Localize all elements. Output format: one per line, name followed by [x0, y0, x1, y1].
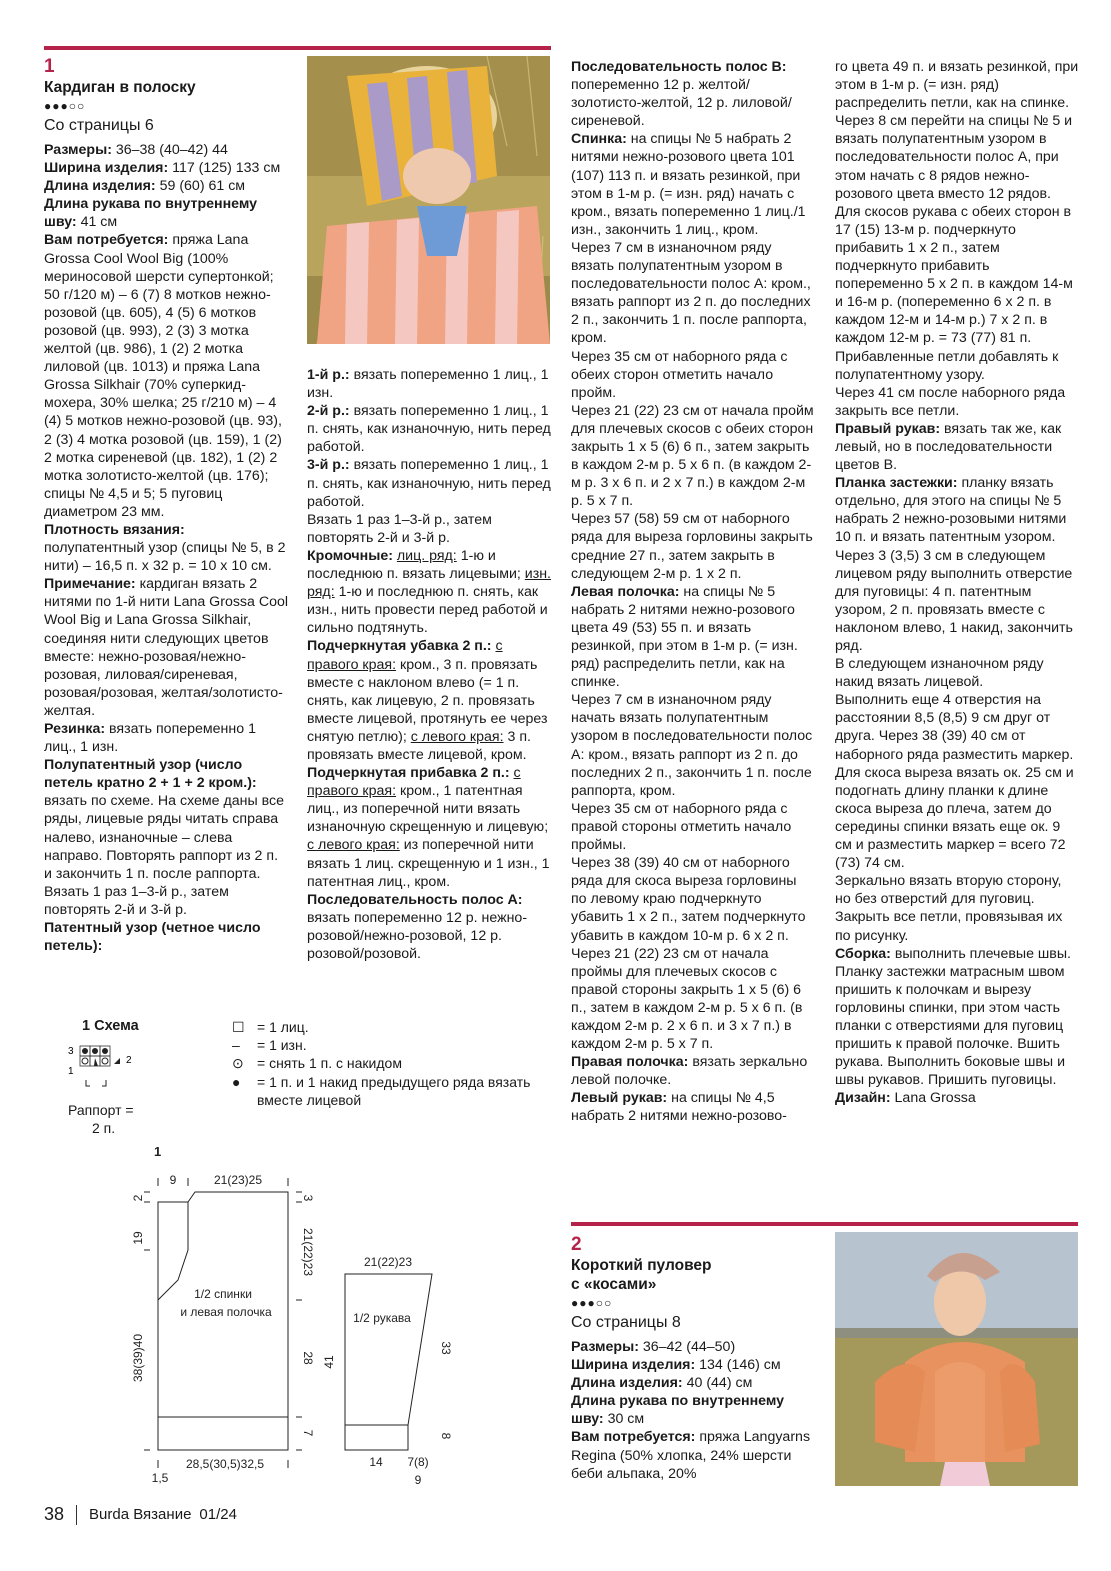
- text-run: на спицы № 5 набрать 2 нитями нежно-розового цвета 49 (53) 55 п. и вязать резинкой, при этом в 1-м р. (= изн. ряд) распределить петли, как на спинке.: [571, 583, 798, 691]
- paragraph: [571, 1089, 816, 1125]
- text-run: Через 21 (22) 23 см от начала проймы для плечевых скосов с правой стороны закрыть 1 х 5 (6) 6 п., затем в каждом 2-м р. 5 х 6 п. (в каждом 2-м р. 2 х 6 п. и 3 х 7 п.) в каждом 2-м р. 5 х 7 п.: [571, 945, 803, 1053]
- term-label: Последовательность полос В:: [571, 59, 787, 75]
- text-run: Вязать 1 раз 1–3-й р., затем повторять 2-й и 3-й р.: [307, 511, 492, 546]
- paragraph: [571, 945, 816, 1054]
- text-run: из поперечной нити вязать 1 лиц. скрещенную и 1 изн., 1 патентная лиц., кром.: [307, 837, 550, 890]
- legend-text: = 1 изн.: [257, 1037, 307, 1054]
- difficulty-rating: ●●●○○: [44, 99, 86, 113]
- text-run: вязать зеркально левой полочке.: [571, 1054, 808, 1089]
- paragraph: [307, 511, 552, 547]
- dim-right-7: 7: [301, 1429, 315, 1437]
- term-label: Размеры:: [571, 1339, 643, 1355]
- text-run: вязать так же, как левый, но в последовательности цветов В.: [835, 420, 1062, 474]
- paragraph: [835, 872, 1080, 944]
- paragraph: [835, 945, 1080, 1090]
- legend-item: [232, 1018, 532, 1036]
- rapport-value: 2 п.: [92, 1120, 116, 1136]
- text-run: выполнить плечевые швы. Планку застежки матрасным швом пришить к полочкам и вырезу горловины спинки, при этом часть планки с отверстиями для пуговиц пришить к правой полочке. Вшить рукава. Выполнить боковые швы и швы рукавов. Пришить пуговицы.: [835, 945, 1071, 1089]
- text-run: го цвета 49 п. и вязать резинкой, при этом в 1-м р. (= изн. ряд) распределить петли, как на спинке.: [835, 59, 1079, 112]
- text-run: 59 (60) 61 см: [159, 178, 246, 195]
- text-run: 134 (146) см: [699, 1357, 781, 1374]
- term-label: Размеры:: [44, 142, 116, 158]
- text-run: 40 (44) см: [686, 1375, 753, 1392]
- dim-left-2: 2: [131, 1194, 145, 1202]
- diagram-title: 1: [154, 1144, 162, 1159]
- underlined-term: с левого края:: [410, 728, 504, 745]
- pattern-title: Кардиган в полоску: [44, 79, 196, 96]
- pattern-diagram: [130, 1140, 460, 1490]
- term-label: Длина рукава по внутреннему шву:: [44, 196, 258, 231]
- text-run: Для скосов рукава с обеих сторон в 17 (15) 13-м р. подчеркнуто прибавить 1 х 2 п., затем подчеркнуто прибавить попеременно 5 х 2 п. в каждом 14-м и 16-м р. (попеременно 6 х 2 п. в каждом 12-м и 14-м р.) 7 х 2 п. в каждом 12-м р. = 73 (77) 81 п.: [835, 203, 1073, 347]
- paragraph: [571, 58, 816, 130]
- text-run: 41 см: [80, 214, 118, 231]
- legend-item: [232, 1036, 532, 1054]
- text-run: Через 35 см от наборного ряда с правой стороны отметить начало проймы.: [571, 800, 792, 854]
- text-run: попеременно 12 р. желтой/золотисто-желтой, 12 р. лиловой/сиреневой.: [571, 77, 792, 130]
- instructions-text-2: [835, 58, 1080, 1107]
- pattern-number: 1: [44, 56, 55, 77]
- text-run: 30 см: [607, 1411, 645, 1428]
- paragraph: [44, 231, 289, 521]
- text-run: Через 3 (3,5) 3 см в следующем лицевом ряду выполнить отверстие для пуговицы: 4 п. патентным узором, 2 п. провязать вместе с наклоном влево, 1 накид, закончить ряд.: [835, 547, 1073, 654]
- paragraph: [307, 402, 552, 456]
- scheme-row-2: 2: [126, 1055, 132, 1066]
- term-label: Подчеркнутая убавка 2 п.:: [307, 638, 496, 655]
- sleeve-dim-14: 14: [369, 1455, 383, 1469]
- pattern-2-title: Короткий пуловер: [571, 1257, 712, 1274]
- cardigan-photo: [307, 56, 550, 344]
- term-label: 1-й р.:: [307, 367, 354, 383]
- term-label: Кромочные:: [307, 547, 397, 564]
- text-run: 1-ю и последнюю п. вязать лицевыми;: [307, 547, 525, 583]
- text-run: кардиган вязать 2 нитями по 1-й нити Lana Grossa Cool Wool Big и Lana Grossa Silkhair, соединяя нити следующих цветов вместе: нежно-розовая/нежно-розовая, лиловая/сиреневая, розовая/розовая, желтая/золотисто-желтая.: [44, 576, 289, 719]
- term-label: Вам потребуется:: [571, 1429, 700, 1446]
- term-label: Длина рукава по внутреннему шву:: [571, 1393, 785, 1428]
- section-rule-2: [571, 1222, 1078, 1226]
- paragraph: [571, 854, 816, 944]
- term-label: Патентный узор (четное число петель):: [44, 920, 261, 955]
- dim-right-3: 3: [301, 1194, 315, 1202]
- dim-bottom-width: 28,5(30,5)32,5: [185, 1457, 265, 1471]
- purl-symbol-icon: –: [232, 1037, 240, 1054]
- issue-number: 01/24: [199, 1506, 237, 1523]
- term-label: Полупатентный узор (число петель кратно 2 + 1 + 2 кром.):: [44, 757, 257, 792]
- text-run: Прибавленные петли добавлять к полупатентному узору.: [835, 348, 1059, 383]
- paragraph: [835, 420, 1080, 474]
- paragraph: [835, 474, 1080, 546]
- paragraph: [835, 112, 1080, 202]
- text-run: пряжа Langyarns Regina (50% хлопка, 24% шерсти беби альпака, 20%: [571, 1429, 811, 1482]
- term-label: 3-й р.:: [307, 457, 354, 474]
- scheme-row-3: 3: [68, 1046, 74, 1057]
- text-run: планку вязать отдельно, для этого на спицы № 5 набрать 2 нежно-розовыми нитями 10 п. и вязать патентным узором.: [835, 475, 1067, 546]
- paragraph: [307, 891, 552, 963]
- paragraph: [571, 1338, 816, 1356]
- column-4: [835, 58, 1080, 1107]
- pattern-2-number: 2: [571, 1234, 582, 1255]
- text-run: вязать попеременно 1 лиц., 1 п. снять, как изнаночную, нить перед работой.: [307, 457, 551, 510]
- dim-left-19: 19: [131, 1231, 145, 1245]
- pattern-text: [44, 141, 289, 955]
- paragraph: [44, 720, 289, 756]
- term-label: Подчеркнутая прибавка 2 п.:: [307, 765, 514, 782]
- paragraph: [44, 756, 289, 919]
- paragraph: [44, 919, 289, 955]
- footer-divider: [76, 1505, 77, 1525]
- difficulty-rating-2: ●●●○○: [571, 1296, 613, 1310]
- paragraph: [307, 764, 552, 891]
- paragraph: [571, 402, 816, 511]
- paragraph: [835, 203, 1080, 348]
- paragraph: [571, 1392, 816, 1428]
- text-run: пряжа Lana Grossa Cool Wool Big (100% мериносовой шерсти супертонкой; 50 г/120 м) – 6 (7) 8 мотков нежно-розовой (цв. 605), 4 (5) 6 мотков розовой (цв. 993), 2 (3) 3 мотка желтой (цв. 986), 1 (2) 2 мотка лиловой (цв. 1013) и пряжа Lana Grossa Silkhair (70% суперкид-мохера, 30% шелка; 25 г/210 м) – 4 (4) 5 мотков нежно-розовой (цв. 93), 2 (3) 4 мотка розовой (цв. 159), 1 (2) 2 мотка сиреневой (цв. 182), 1 (2) 2 мотка золотисто-желтой (цв. 176); спицы № 4,5 и 5; 5 пуговиц диаметром 23 мм.: [44, 232, 282, 520]
- column-1: [44, 56, 289, 955]
- paragraph: [571, 691, 816, 800]
- paragraph: [571, 1428, 816, 1482]
- scheme-row-1: 1: [68, 1066, 74, 1077]
- text-run: Выполнить еще 4 отверстия на расстоянии 8,5 (8,5) 9 см друг от друга. Через 38 (39) 40 см от наборного ряда разместить маркер. Для скоса выреза вязать ок. 25 см и подогнать длину планки к длине скоса выреза до плеча, затем до середины спинки вязать еще ок. 9 см и разместить маркер = всего 72 (73) 74 см.: [835, 692, 1074, 872]
- term-label: Длина изделия:: [571, 1375, 687, 1392]
- text-run: Через 7 см в изнаночном ряду вязать полупатентным узором в последовательности полос А: кром., вязать раппорт из 2 п. до последних 2 п., закончить 1 п. после раппорта, кром.: [571, 239, 811, 347]
- text-run: 3 п. провязать вместе лицевой, кром.: [307, 728, 531, 763]
- scheme-title: 1 Схема: [82, 1018, 139, 1034]
- legend-text: = 1 п. и 1 накид предыдущего ряда вязать вместе лицевой: [257, 1073, 531, 1108]
- text-run: Через 38 (39) 40 см от наборного ряда для скоса выреза горловины по левому краю подчеркнуто убавить 1 х 2 п., затем подчеркнуто убавить в каждом 10-м р. 6 х 2 п.: [571, 855, 806, 944]
- term-label: Планка застежки:: [835, 475, 962, 492]
- text-run: 117 (125) 133 см: [172, 160, 281, 177]
- term-label: Дизайн:: [835, 1090, 895, 1107]
- text-run: Зеркально вязать вторую сторону, но без отверстий для пуговиц. Закрыть все петли, провязывая их по рисунку.: [835, 873, 1063, 944]
- paragraph: [571, 348, 816, 402]
- sleeve-dim-7: 7(8): [407, 1455, 429, 1469]
- text-run: 36–42 (44–50): [642, 1339, 736, 1355]
- column-3: [571, 58, 816, 1126]
- underlined-term: с правого края:: [307, 638, 503, 673]
- paragraph: [44, 177, 289, 195]
- body-label-2: и левая полочка: [180, 1305, 272, 1319]
- dim-top-width: 21(23)25: [213, 1173, 263, 1187]
- term-label: Сборка:: [835, 945, 895, 962]
- paragraph: [571, 130, 816, 239]
- knit-symbol-icon: ☐: [232, 1019, 245, 1035]
- magazine-name: Burda Вязание: [89, 1506, 192, 1523]
- section-rule-1: [44, 46, 551, 50]
- paragraph: [307, 547, 552, 637]
- paragraph: [571, 1356, 816, 1374]
- paragraph: [835, 384, 1080, 420]
- term-label: Ширина изделия:: [44, 160, 173, 177]
- paragraph: [571, 1374, 816, 1392]
- paragraph: [571, 510, 816, 582]
- term-label: Левая полочка:: [571, 583, 684, 600]
- paragraph: [44, 141, 289, 159]
- pattern-2-details: [571, 1338, 816, 1483]
- legend-text: = снять 1 п. с накидом: [257, 1055, 402, 1072]
- text-run: кром., 3 п. провязать вместе с наклоном влево (= 1 п. снять, как лицевую, 2 п. провязать вместе лицевой, протянуть ее через снятую петлю);: [307, 656, 548, 745]
- text-run: Через 8 см перейти на спицы № 5 и вязать полупатентным узором в последовательности полос А, при этом начать с 8 рядов нежно-розового цвета вместо 12 рядов.: [835, 113, 1073, 202]
- sleeve-dim-9: 9: [414, 1473, 422, 1487]
- dim-top-9: 9: [169, 1173, 177, 1187]
- from-page-2: Со страницы 8: [571, 1314, 681, 1331]
- text-run: Через 57 (58) 59 см от наборного ряда для выреза горловины закрыть средние 27 п., затем закрыть в следующем 2-м р. 1 х 2 п.: [571, 511, 813, 582]
- paragraph: [835, 691, 1080, 872]
- paragraph: [835, 1089, 1080, 1107]
- paragraph: [44, 195, 289, 231]
- term-label: Длина изделия:: [44, 178, 160, 195]
- underlined-term: с левого края:: [307, 837, 400, 854]
- dim-right-21: 21(22)23: [301, 1227, 315, 1277]
- text-run: на спицы № 5 набрать 2 нитями нежно-розового цвета 101 (107) 113 п. и вязать резинкой, при этом в 1-м р. (= изн. ряд) начать с кром., вязать попеременно 1 лиц./1 изн., закончить 1 лиц., кром.: [571, 131, 806, 238]
- body-label: 1/2 спинки: [194, 1287, 252, 1301]
- term-label: Примечание:: [44, 576, 140, 593]
- text-run: вязать попеременно 12 р. нежно-розовой/нежно-розовой, 12 р. розовой/розовой.: [307, 909, 528, 962]
- paragraph: [835, 655, 1080, 691]
- sleeve-label: 1/2 рукава: [353, 1311, 411, 1325]
- text-run: В следующем изнаночном ряду накид вязать лицевой.: [835, 656, 1044, 691]
- text-run: на спицы № 4,5 набрать 2 нитями нежно-розово-: [571, 1090, 787, 1125]
- text-run: Через 21 (22) 23 см от начала пройм для плечевых скосов с обеих сторон закрыть 1 х 5 (6) 6 п., затем закрыть в каждом 2-м р. 5 х 6 п. (в каждом 2-м р. 3 х 6 п. и 2 х 7 п.) в каждом 2-м р. 5 х 7 п.: [571, 402, 814, 510]
- paragraph: [307, 637, 552, 764]
- paragraph: [307, 456, 552, 510]
- scheme-grid: [64, 1042, 144, 1102]
- photo-illustration: [307, 56, 550, 344]
- paragraph: [571, 239, 816, 348]
- underlined-term: с правого края:: [307, 765, 521, 800]
- text-run: 1-ю и последнюю п. снять, как изн., нить провести перед работой и сильно подтянуть.: [307, 584, 548, 637]
- paragraph: [571, 1053, 816, 1089]
- underlined-term: изн. ряд:: [307, 566, 551, 601]
- legend-text: = 1 лиц.: [257, 1019, 309, 1035]
- term-label: Вам потребуется:: [44, 232, 173, 249]
- term-label: Спинка:: [571, 131, 631, 148]
- stitch-definitions: [307, 366, 552, 963]
- paragraph: [571, 800, 816, 854]
- sleeve-dim-41: 41: [322, 1355, 336, 1369]
- term-label: Ширина изделия:: [571, 1357, 700, 1374]
- slip-symbol-icon: ⊙: [232, 1055, 244, 1072]
- text-run: Через 35 см от наборного ряда с обеих сторон отметить начало пройм.: [571, 348, 788, 401]
- page-footer: [44, 1504, 237, 1525]
- sleeve-dim-8: 8: [439, 1432, 453, 1440]
- sleeve-dim-top: 21(22)23: [363, 1255, 413, 1269]
- term-label: Резинка:: [44, 721, 110, 737]
- pullover-photo: [835, 1232, 1078, 1486]
- text-run: кром., 1 патентная лиц., из поперечной нити вязать изнаночную скрещенную и лицевую;: [307, 783, 549, 836]
- pattern-2-text: [571, 1234, 816, 1483]
- paragraph: [835, 547, 1080, 656]
- text-run: 36–38 (40–42) 44: [115, 142, 228, 158]
- underlined-term: лиц. ряд:: [396, 547, 457, 564]
- dim-bottom-15: 1,5: [151, 1471, 169, 1485]
- term-label: Последовательность полос А:: [307, 891, 523, 908]
- paragraph: [571, 583, 816, 692]
- text-run: Lana Grossa: [894, 1090, 976, 1107]
- paragraph: [307, 366, 552, 402]
- stitch-scheme: [44, 1018, 564, 1138]
- text-run: полупатентный узор (спицы № 5, в 2 нити) – 16,5 п. х 32 р. = 10 х 10 см.: [44, 540, 286, 575]
- paragraph: [44, 575, 289, 720]
- paragraph: [44, 159, 289, 177]
- sleeve-dim-33: 33: [439, 1341, 453, 1355]
- legend-item: [232, 1054, 532, 1072]
- column-2: [307, 366, 552, 963]
- text-run: вязать по схеме. На схеме даны все ряды, лицевые ряды читать справа налево, изнаночные – слева направо. Повторять раппорт из 2 п. и закончить 1 п. после раппорта. Вязать 1 раз 1–3-й р., затем повторять 2-й и 3-й р.: [44, 793, 285, 918]
- term-label: 2-й р.:: [307, 403, 354, 420]
- term-label: Правый рукав:: [835, 420, 945, 437]
- page-number: 38: [44, 1504, 65, 1524]
- term-label: Левый рукав:: [571, 1090, 672, 1107]
- paragraph: [835, 58, 1080, 112]
- dim-left-38: 38(39)40: [131, 1333, 145, 1383]
- paragraph: [44, 521, 289, 575]
- text-run: Через 7 см в изнаночном ряду начать вязать полупатентным узором в последовательности полос А: кром., вязать раппорт из 2 п. до последних 2 п., закончить 1 п. после раппорта, кром.: [571, 692, 813, 799]
- term-label: Плотность вязания:: [44, 521, 185, 538]
- text-run: Через 41 см после наборного ряда закрыть все петли.: [835, 384, 1066, 419]
- instructions-text: [571, 58, 816, 1126]
- scheme-legend: [232, 1018, 532, 1109]
- dim-right-28: 28: [301, 1351, 315, 1365]
- legend-item: [232, 1073, 532, 1109]
- term-label: Правая полочка:: [571, 1054, 693, 1071]
- paragraph: [835, 348, 1080, 384]
- rapport-label: Раппорт =: [68, 1102, 134, 1118]
- pattern-2-title-2: с «косами»: [571, 1276, 657, 1293]
- text-run: вязать попеременно 1 лиц., 1 изн.: [44, 721, 256, 756]
- text-run: вязать попеременно 1 лиц., 1 п. снять, как изнаночную, нить перед работой.: [307, 403, 551, 456]
- photo-illustration-2: [835, 1232, 1078, 1486]
- dot-symbol-icon: ●: [232, 1073, 241, 1090]
- text-run: вязать попеременно 1 лиц., 1 изн.: [307, 367, 549, 402]
- from-page: Со страницы 6: [44, 117, 154, 134]
